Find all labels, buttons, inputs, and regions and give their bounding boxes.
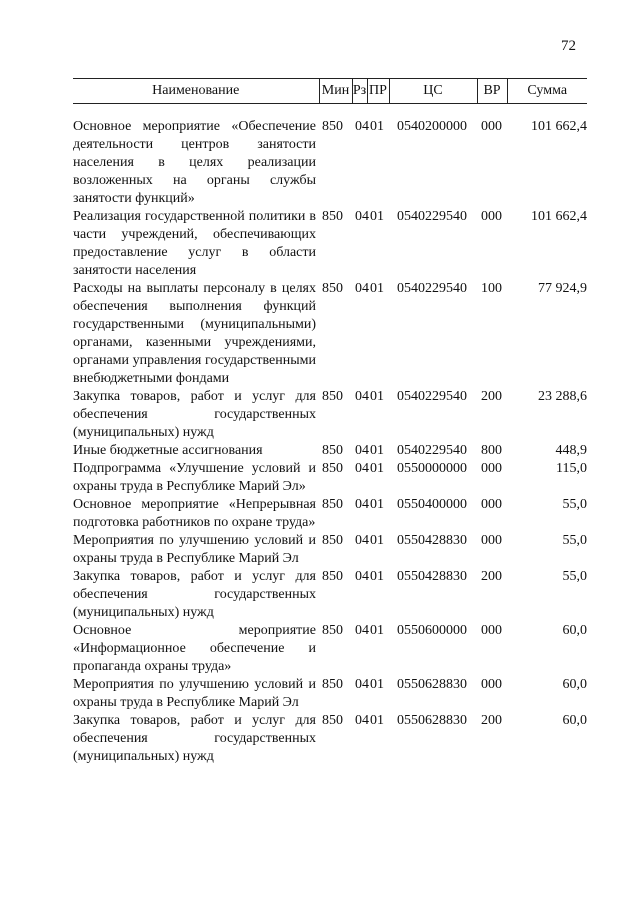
row-min: 850 (322, 461, 343, 476)
table-row (73, 676, 587, 712)
row-pr: 01 (370, 497, 384, 512)
table-row (73, 712, 587, 766)
row-rz: 04 (355, 119, 369, 134)
row-rz: 04 (355, 389, 369, 404)
row-vr: 000 (481, 623, 502, 638)
row-cs: 0550600000 (397, 623, 467, 638)
row-sum: 23 288,6 (538, 389, 587, 404)
row-rz: 04 (355, 713, 369, 728)
row-name: Основное мероприятие «Информационное обеспечение и пропаганда охраны труда» (73, 623, 316, 674)
row-name: Закупка товаров, работ и услуг для обеспечения государственных (муниципальных) нужд (73, 569, 316, 620)
header-min: Мин (319, 79, 352, 104)
row-name: Мероприятия по улучшению условий и охраны труда в Республике Марий Эл (73, 677, 316, 710)
header-pr: ПР (367, 79, 389, 104)
row-pr: 01 (370, 389, 384, 404)
row-name: Мероприятия по улучшению условий и охраны труда в Республике Марий Эл (73, 533, 316, 566)
row-rz: 04 (355, 461, 369, 476)
row-sum: 60,0 (562, 713, 587, 728)
row-min: 850 (322, 119, 343, 134)
row-min: 850 (322, 623, 343, 638)
row-cs: 0540229540 (397, 209, 467, 224)
row-rz: 04 (355, 569, 369, 584)
row-pr: 01 (370, 443, 384, 458)
row-cs: 0550428830 (397, 533, 467, 548)
row-name: Иные бюджетные ассигнования (73, 443, 263, 458)
row-vr: 000 (481, 119, 502, 134)
row-cs: 0540229540 (397, 443, 467, 458)
row-rz: 04 (355, 281, 369, 296)
row-min: 850 (322, 677, 343, 692)
row-min: 850 (322, 533, 343, 548)
row-sum: 448,9 (555, 443, 587, 458)
budget-table (73, 78, 587, 766)
row-vr: 100 (481, 281, 502, 296)
row-name: Основное мероприятие «Обеспечение деятельности центров занятости населения в целях реализации возложенных на органы службы занятости функций» (73, 119, 316, 206)
row-vr: 200 (481, 389, 502, 404)
table-row (73, 208, 587, 280)
row-cs: 0550628830 (397, 677, 467, 692)
table-row (73, 388, 587, 442)
table-row (73, 442, 587, 460)
row-sum: 101 662,4 (531, 119, 587, 134)
row-cs: 0550428830 (397, 569, 467, 584)
row-pr: 01 (370, 713, 384, 728)
row-min: 850 (322, 713, 343, 728)
row-min: 850 (322, 389, 343, 404)
row-sum: 115,0 (556, 461, 587, 476)
row-sum: 55,0 (562, 497, 587, 512)
row-vr: 200 (481, 713, 502, 728)
row-cs: 0550628830 (397, 713, 467, 728)
row-rz: 04 (355, 623, 369, 638)
table-row (73, 460, 587, 496)
row-rz: 04 (355, 209, 369, 224)
row-sum: 60,0 (562, 623, 587, 638)
row-sum: 55,0 (562, 533, 587, 548)
table-row (73, 496, 587, 532)
row-name: Подпрограмма «Улучшение условий и охраны труда в Республике Марий Эл» (73, 461, 316, 494)
row-cs: 0540229540 (397, 389, 467, 404)
row-sum: 60,0 (562, 677, 587, 692)
row-min: 850 (322, 569, 343, 584)
row-pr: 01 (370, 569, 384, 584)
header-cs: ЦС (389, 79, 477, 104)
row-pr: 01 (370, 677, 384, 692)
row-sum: 55,0 (562, 569, 587, 584)
header-vr: ВР (477, 79, 507, 104)
row-vr: 000 (481, 497, 502, 512)
row-min: 850 (322, 443, 343, 458)
row-min: 850 (322, 497, 343, 512)
row-name: Расходы на выплаты персоналу в целях обеспечения выполнения функций государственными (муниципальными) органами, казенными учреждениями, органами управления государственными внебюджетными фондами (73, 281, 316, 386)
row-cs: 0550400000 (397, 497, 467, 512)
table-row (73, 532, 587, 568)
row-cs: 0550000000 (397, 461, 467, 476)
row-sum: 77 924,9 (538, 281, 587, 296)
header-sum: Сумма (507, 79, 587, 104)
row-name: Реализация государственной политики в части учреждений, обеспечивающих предоставление услуг в области занятости населения (73, 209, 316, 278)
row-vr: 000 (481, 677, 502, 692)
page-number: 72 (561, 38, 576, 54)
row-pr: 01 (370, 119, 384, 134)
table-row (73, 280, 587, 388)
row-min: 850 (322, 209, 343, 224)
row-name: Закупка товаров, работ и услуг для обеспечения государственных (муниципальных) нужд (73, 713, 316, 764)
row-vr: 200 (481, 569, 502, 584)
row-pr: 01 (370, 281, 384, 296)
table-row (73, 568, 587, 622)
row-name: Основное мероприятие «Непрерывная подготовка работников по охране труда» (73, 497, 316, 530)
row-sum: 101 662,4 (531, 209, 587, 224)
row-pr: 01 (370, 623, 384, 638)
row-rz: 04 (355, 497, 369, 512)
table-row (73, 118, 587, 208)
row-vr: 800 (481, 443, 502, 458)
row-rz: 04 (355, 677, 369, 692)
row-pr: 01 (370, 461, 384, 476)
row-name: Закупка товаров, работ и услуг для обеспечения государственных (муниципальных) нужд (73, 389, 316, 440)
row-rz: 04 (355, 533, 369, 548)
row-min: 850 (322, 281, 343, 296)
table-row (73, 622, 587, 676)
row-vr: 000 (481, 209, 502, 224)
row-vr: 000 (481, 533, 502, 548)
row-vr: 000 (481, 461, 502, 476)
header-rz: Рз (352, 79, 367, 104)
table-header-row (73, 79, 587, 104)
row-cs: 0540229540 (397, 281, 467, 296)
header-name: Наименование (73, 79, 319, 104)
row-rz: 04 (355, 443, 369, 458)
row-pr: 01 (370, 533, 384, 548)
row-pr: 01 (370, 209, 384, 224)
row-cs: 0540200000 (397, 119, 467, 134)
